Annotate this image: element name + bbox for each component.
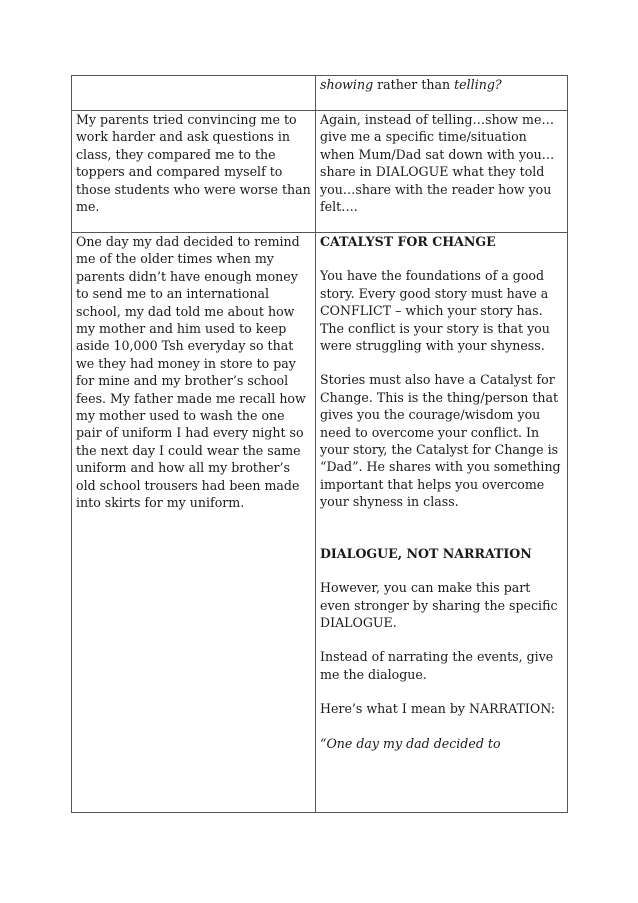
story-cell [72, 233, 316, 813]
feedback-paragraph: However, you can make this part even stronger by sharing the specific DIALOGUE. [320, 580, 558, 630]
spacer [320, 511, 564, 545]
section-heading-catalyst: CATALYST FOR CHANGE [320, 234, 496, 249]
feedback-text [320, 76, 564, 93]
spacer [320, 683, 564, 700]
feedback-text: Again, instead of telling…show me…give me a specific time/situation when Mum/Dad sat down with you…share in DIALOGUE what they told you…share with the reader how you felt…. [320, 112, 555, 215]
feedback-cell [316, 233, 568, 813]
spacer [320, 718, 564, 735]
story-cell-empty [72, 76, 316, 111]
story-text: One day my dad decided to remind me of the older times when my parents didn’t have enough money to send me to an international school, my dad told me about how my mother and him used to keep aside 10,000 Tsh everyday so that we they had money in store to pay for mine and my brother’s school fees. My father made me recall how my mother used to wash the one pair of uniform I had every night so the next day I could wear the same uniform and how all my brother’s old school trousers had been made into skirts for my uniform. [76, 234, 306, 511]
table-row [72, 76, 568, 111]
feedback-table [71, 75, 568, 813]
feedback-paragraph: Instead of narrating the events, give me the dialogue. [320, 649, 554, 682]
example-quote: “One day my dad decided to [320, 735, 501, 751]
spacer [320, 562, 564, 579]
feedback-paragraph: Here’s what I mean by NARRATION: [320, 701, 556, 717]
story-text: My parents tried convincing me to work harder and ask questions in class, they compared me to the toppers and compared myself to those students who were worse than me. [76, 112, 311, 215]
spacer [320, 250, 564, 267]
emphasis-showing: showing [320, 77, 374, 92]
feedback-paragraph: You have the foundations of a good story. Every good story must have a CONFLICT – which your story has. The conflict is your story is that you were struggling with your shyness. [320, 268, 550, 354]
spacer [320, 631, 564, 648]
feedback-cell [316, 111, 568, 233]
feedback-paragraph: Stories must also have a Catalyst for Change. This is the thing/person that gives you the courage/wisdom you need to overcome your conflict. In your story, the Catalyst for Change is “Dad”. He shares with you something important that helps you overcome your shyness in class. [320, 372, 561, 510]
feedback-cell [316, 76, 568, 111]
table-row [72, 233, 568, 813]
emphasis-telling: telling? [454, 77, 502, 92]
story-cell [72, 111, 316, 233]
spacer [320, 354, 564, 371]
feedback-text-mid: rather than [373, 77, 455, 92]
table-row [72, 111, 568, 233]
section-heading-dialogue: DIALOGUE, NOT NARRATION [320, 545, 532, 561]
